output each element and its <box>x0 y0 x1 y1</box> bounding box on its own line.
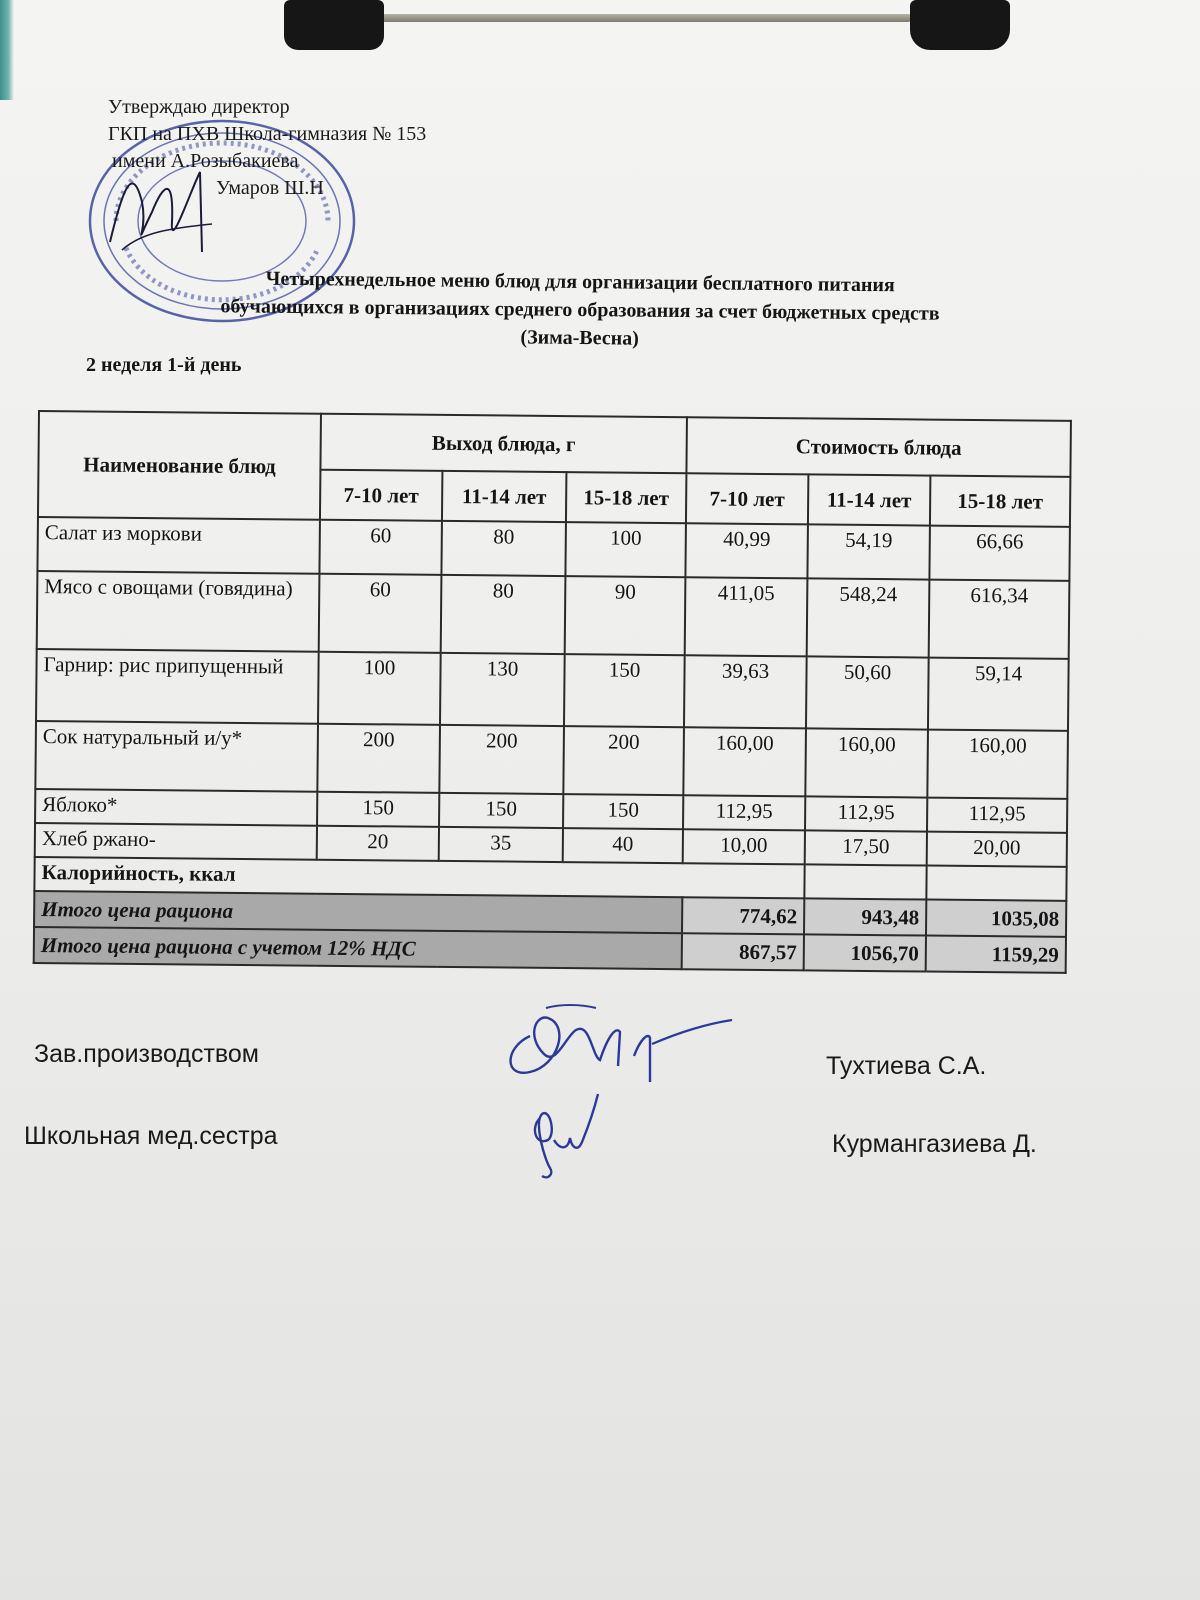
approval-line-1: Утверждаю директор <box>108 96 290 118</box>
approval-line-4: Умаров Ш.Н <box>216 177 324 199</box>
header-dish-name: Наименование блюд <box>38 411 321 520</box>
dish-name: Гарнир: рис припущенный <box>36 649 319 724</box>
dish-name: Сок натуральный и/у* <box>35 721 318 792</box>
header-cost-group: Стоимость блюда <box>686 417 1071 477</box>
calories-cell <box>804 864 926 899</box>
cell-value: 20,00 <box>927 832 1067 867</box>
cell-value: 130 <box>440 653 565 726</box>
header-age: 11-14 лет <box>442 471 566 522</box>
production-head-signature <box>500 996 736 1092</box>
cell-value: 35 <box>439 827 563 862</box>
title-line-3: (Зима-Весна) <box>520 326 640 350</box>
header-age: 15-18 лет <box>930 476 1070 527</box>
document-title <box>100 263 1061 357</box>
header-age: 11-14 лет <box>808 474 930 525</box>
cell-value: 616,34 <box>929 580 1070 659</box>
table-row <box>36 649 1069 731</box>
role-production-head: Зав.производством <box>34 1040 259 1068</box>
cell-value: 20 <box>317 826 439 861</box>
cell-value: 54,19 <box>807 524 930 579</box>
cell-value: 60 <box>319 574 442 653</box>
approval-line-3: имени А.Розыбакиева <box>112 150 299 172</box>
title-line-1: Четырехнедельное меню блюд для организации бесплатного питания <box>265 267 895 297</box>
cell-value: 59,14 <box>928 658 1069 731</box>
cell-value: 90 <box>565 576 686 655</box>
total-value: 943,48 <box>804 898 926 935</box>
cell-value: 40 <box>563 828 683 863</box>
cell-value: 200 <box>317 724 440 793</box>
clip-bar <box>380 14 912 22</box>
total-vat-value: 867,57 <box>682 933 804 970</box>
total-vat-value: 1056,70 <box>804 934 926 971</box>
cell-value: 60 <box>319 520 442 575</box>
cell-value: 112,95 <box>927 798 1067 833</box>
table-row <box>37 517 1069 581</box>
week-label: 2 неделя 1-й день <box>86 354 242 376</box>
total-vat-label: Итого цена рациона с учетом 12% НДС <box>34 927 682 969</box>
clip-knob-right <box>910 0 1010 50</box>
cell-value: 160,00 <box>927 730 1068 799</box>
title-line-2: обучающихся в организациях среднего образования за счет бюджетных средств <box>220 295 940 325</box>
cell-value: 200 <box>563 726 684 795</box>
total-value: 1035,08 <box>926 900 1066 937</box>
cell-value: 200 <box>439 725 564 794</box>
cell-value: 150 <box>439 793 563 828</box>
cell-value: 80 <box>441 575 566 654</box>
header-age: 15-18 лет <box>566 472 686 523</box>
total-vat-value: 1159,29 <box>926 936 1066 973</box>
cell-value: 100 <box>318 652 441 725</box>
role-school-nurse: Школьная мед.сестра <box>24 1122 278 1150</box>
calories-cell <box>926 866 1066 901</box>
person-school-nurse: Курмангазиева Д. <box>832 1130 1037 1158</box>
cell-value: 548,24 <box>807 578 930 657</box>
cell-value: 39,63 <box>684 655 807 728</box>
clipboard-edge <box>0 0 14 100</box>
total-label: Итого цена рациона <box>34 891 682 933</box>
cell-value: 10,00 <box>683 829 805 864</box>
header-age: 7-10 лет <box>320 470 442 521</box>
person-production-head: Тухтиева С.А. <box>826 1052 987 1080</box>
cell-value: 160,00 <box>683 727 806 796</box>
cell-value: 150 <box>563 794 683 829</box>
cell-value: 100 <box>565 522 686 577</box>
header-age: 7-10 лет <box>686 473 808 524</box>
menu-table <box>33 410 1072 974</box>
total-value: 774,62 <box>682 897 804 934</box>
cell-value: 40,99 <box>685 523 808 578</box>
approval-block <box>108 94 426 202</box>
cell-value: 150 <box>564 654 685 727</box>
dish-name: Салат из моркови <box>37 517 320 574</box>
cell-value: 112,95 <box>805 796 927 831</box>
table-row <box>35 721 1068 799</box>
cell-value: 66,66 <box>929 526 1070 581</box>
dish-name: Мясо с овощами (говядина) <box>37 571 320 652</box>
dish-name: Яблоко* <box>35 789 317 826</box>
approval-line-2: ГКП на ПХВ Школа-гимназия № 153 <box>108 123 427 145</box>
cell-value: 411,05 <box>685 577 808 656</box>
cell-value: 80 <box>441 521 566 576</box>
cell-value: 50,60 <box>806 656 929 729</box>
cell-value: 160,00 <box>805 728 928 797</box>
table-row <box>37 571 1070 659</box>
nurse-signature <box>520 1088 610 1184</box>
clip-knob-left <box>284 0 384 50</box>
dish-name: Хлеб ржано- <box>35 823 317 860</box>
cell-value: 17,50 <box>805 830 927 865</box>
header-yield-group: Выход блюда, г <box>320 414 687 474</box>
cell-value: 112,95 <box>683 795 805 830</box>
clipboard-clip <box>280 0 1020 52</box>
cell-value: 150 <box>317 792 439 827</box>
calories-label: Калорийность, ккал <box>34 857 804 898</box>
